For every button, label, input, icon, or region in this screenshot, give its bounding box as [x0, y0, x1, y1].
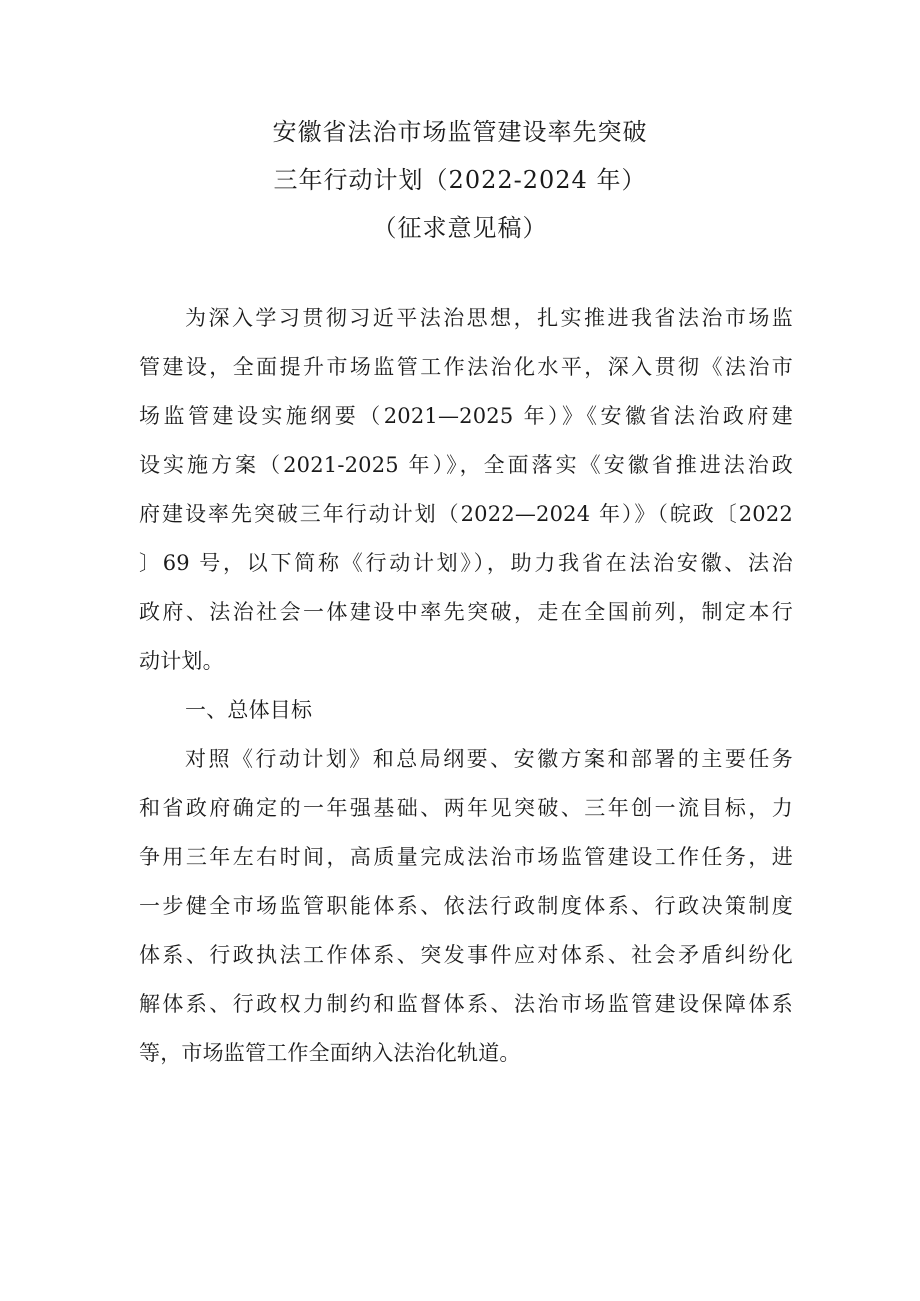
section-heading: 一、总体目标 — [185, 698, 313, 722]
title-line-draft-note: （征求意见稿） — [372, 214, 548, 242]
paragraph-1-line: 动计划。 — [139, 649, 224, 673]
paragraph-1-line: 为深入学习贯彻习近平法治思想，扎实推进我省法治市场监 — [185, 306, 793, 330]
paragraph-2-line: 争用三年左右时间，高质量完成法治市场监管建设工作任务，进 — [139, 845, 793, 869]
paragraph-1-line: 〕69 号，以下简称《行动计划》），助力我省在法治安徽、法治 — [139, 551, 793, 575]
paragraph-1-line: 府建设率先突破三年行动计划（2022—2024 年）》（皖政〔2022 — [139, 502, 793, 526]
paragraph-2-line: 体系、行政执法工作体系、突发事件应对体系、社会矛盾纠纷化 — [139, 943, 793, 967]
paragraph-1-line: 管建设，全面提升市场监管工作法治化水平，深入贯彻《法治市 — [139, 355, 793, 379]
paragraph-1-line: 场监管建设实施纲要（2021—2025 年）》《安徽省法治政府建 — [139, 404, 793, 428]
title-line-main: 安徽省法治市场监管建设率先突破 — [272, 118, 648, 146]
document-body — [139, 294, 793, 1078]
title-line-subtitle: 三年行动计划（2022-2024 年） — [273, 166, 647, 194]
paragraph-1-line: 设实施方案（2021-2025 年）》，全面落实《安徽省推进法治政 — [139, 453, 793, 477]
paragraph-2-line: 对照《行动计划》和总局纲要、安徽方案和部署的主要任务 — [185, 747, 793, 771]
paragraph-2-line: 和省政府确定的一年强基础、两年见突破、三年创一流目标，力 — [139, 796, 793, 820]
paragraph-1-line: 政府、法治社会一体建设中率先突破，走在全国前列，制定本行 — [139, 600, 793, 624]
document-title — [0, 108, 920, 252]
paragraph-2-line: 等，市场监管工作全面纳入法治化轨道。 — [139, 1041, 521, 1065]
paragraph-2-line: 一步健全市场监管职能体系、依法行政制度体系、行政决策制度 — [139, 894, 793, 918]
paragraph-2-line: 解体系、行政权力制约和监督体系、法治市场监管建设保障体系 — [139, 992, 793, 1016]
